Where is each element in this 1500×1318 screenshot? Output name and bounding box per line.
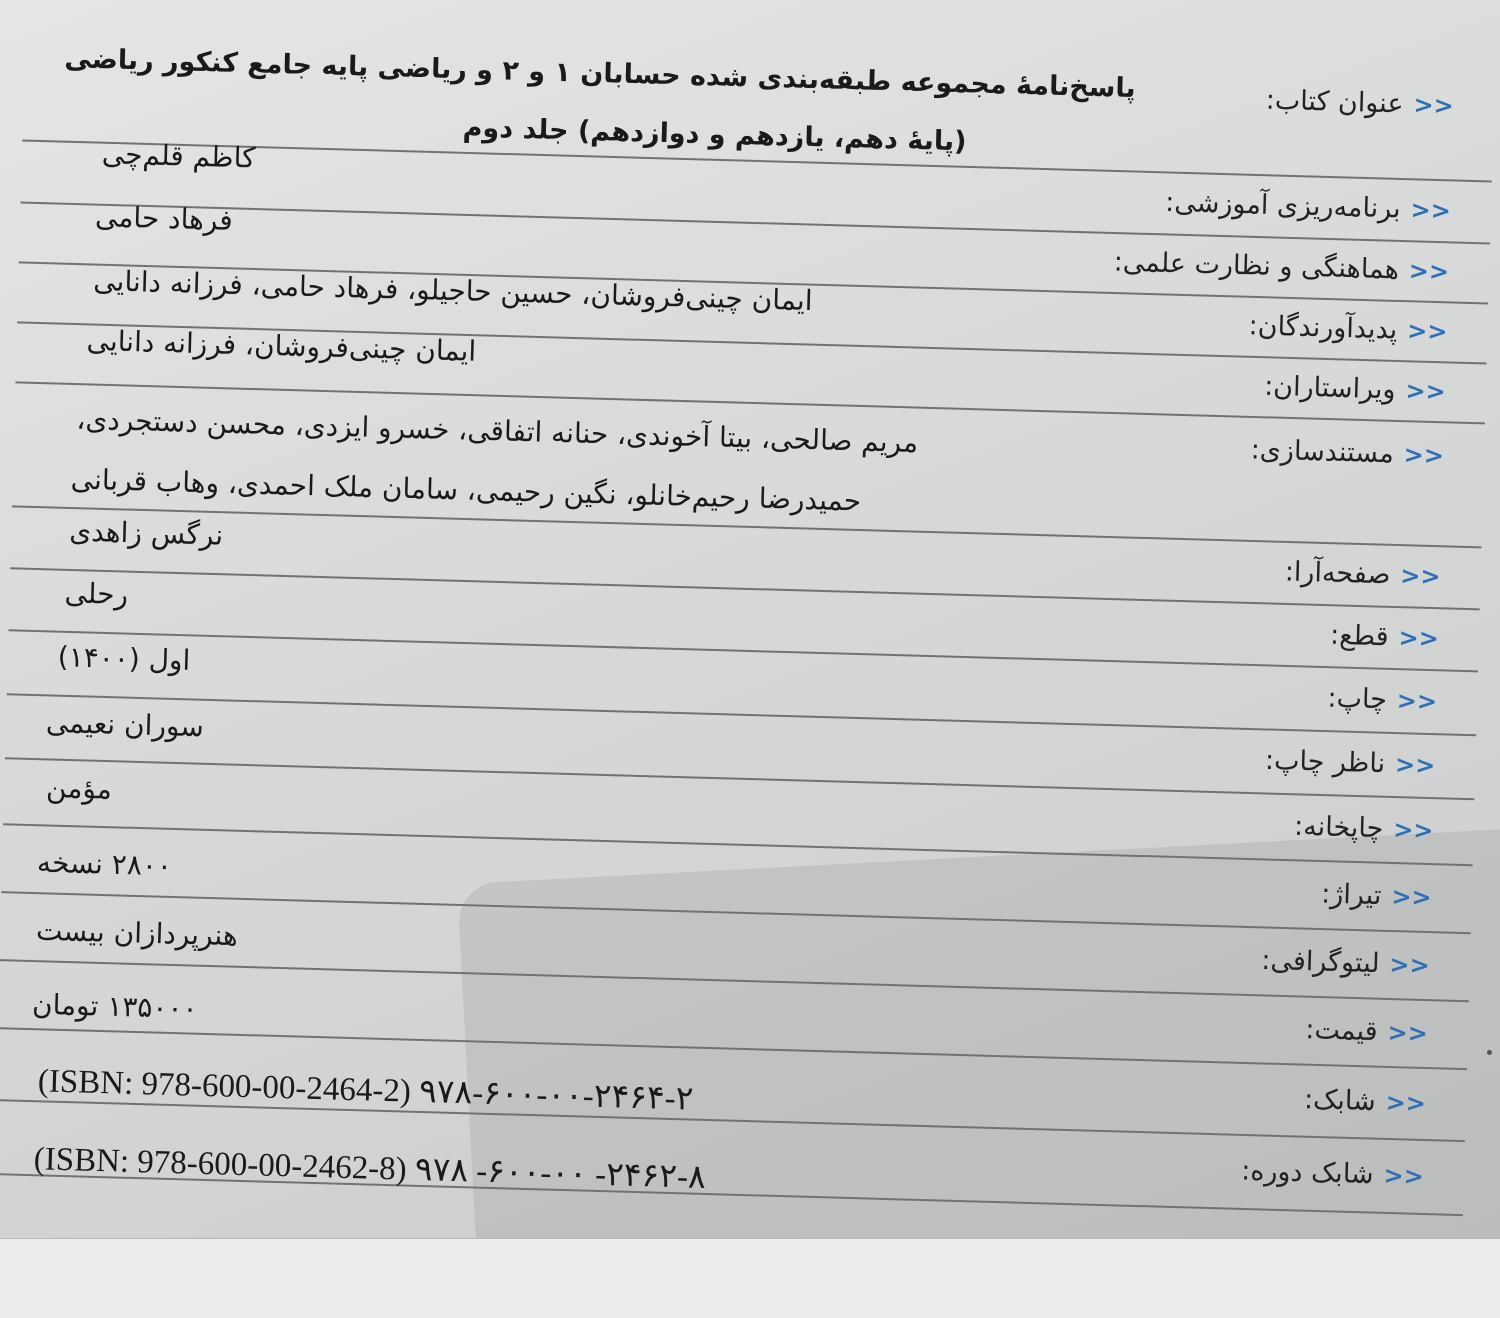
label-authors: <<پدیدآورندگان: [1248,310,1448,346]
value-isbn: (ISBN: 978-600-00-2464-2) ۹۷۸-۶۰۰-۰۰-۲۴۶۴-۲ [37,1063,694,1118]
label-price: <<قیمت: [1304,1014,1429,1048]
chevron-marker-icon: << [1392,815,1434,845]
chevron-marker-icon: << [1405,376,1447,406]
value-set-isbn: (ISBN: 978-600-00-2462-8) ۹۷۸ -۶۰۰-۰۰ -۲۴۶۲-۸ [33,1140,707,1196]
label-isbn: <<شابک: [1303,1084,1427,1118]
chevron-marker-icon: << [1387,1018,1429,1048]
value-editors: ایمان چینی‌فروشان، فرزانه دانایی [86,323,477,368]
value-lithography: هنرپردازان بیست [35,913,239,953]
value-documentation-line-2: حمیدرضا رحیم‌خانلو، نگین رحیمی، سامان ملک احمدی، وهاب قربانی [70,462,862,518]
value-planning: کاظم قلم‌چی [101,137,256,175]
value-format: رحلی [64,575,129,611]
label-editors: <<ویراستاران: [1263,370,1447,406]
label-title: <<عنوان کتاب: [1265,84,1455,120]
chevron-marker-icon: << [1383,1161,1425,1191]
label-format: <<قطع: [1329,619,1440,653]
chevron-marker-icon: << [1410,195,1452,225]
label-printing-house: <<چاپخانه: [1293,810,1434,845]
value-coordination: فرهاد حامی [94,200,234,238]
chevron-marker-icon: << [1406,316,1448,346]
label-print-supervisor: <<ناظر چاپ: [1264,744,1436,780]
value-price: ۱۳۵۰۰۰ تومان [31,987,199,1025]
chevron-marker-icon: << [1408,256,1450,286]
value-print: اول (۱۴۰۰) [57,639,191,677]
chevron-marker-icon: << [1394,750,1436,780]
label-planning: <<برنامه‌ریزی آموزشی: [1164,186,1452,225]
value-printing-house: مؤمن [45,770,113,806]
label-print: <<چاپ: [1327,682,1438,716]
value-title-line-2: (پایهٔ دهم، یازدهم و دوازدهم) جلد دوم [462,112,967,158]
chevron-marker-icon: << [1389,950,1431,980]
label-layout: <<صفحه‌آرا: [1284,556,1441,591]
chevron-marker-icon: << [1391,882,1433,912]
label-coordination: <<هماهنگی و نظارت علمی: [1113,246,1450,286]
label-set-isbn: <<شابک دوره: [1240,1155,1425,1191]
value-title-line-1: پاسخ‌نامهٔ مجموعه طبقه‌بندی شده حسابان ۱ و ۲ و ریاضی پایه جامع کنکور ریاضی [64,43,1137,105]
value-layout: نرگس زاهدی [68,513,224,552]
chevron-marker-icon: << [1413,90,1455,120]
chevron-marker-icon: << [1399,561,1441,591]
chevron-marker-icon: << [1403,440,1445,470]
value-documentation-line-1: مریم صالحی، بیتا آخوندی، حنانه اتفاقی، خسرو ایزدی، محسن دستجردی، [76,402,919,460]
value-print-supervisor: سوران نعیمی [45,706,205,744]
label-circulation: <<تیراژ: [1320,878,1433,912]
chevron-marker-icon: << [1398,623,1440,653]
label-documentation: <<مستندسازی: [1250,434,1445,470]
value-authors: ایمان چینی‌فروشان، حسین حاجیلو، فرهاد حامی، فرزانه دانایی [92,263,814,317]
value-circulation: ۲۸۰۰ نسخه [36,845,173,883]
label-lithography: <<لیتوگرافی: [1260,944,1431,980]
chevron-marker-icon: << [1396,686,1438,716]
margin-dot [1487,1050,1492,1055]
chevron-marker-icon: << [1385,1088,1427,1118]
